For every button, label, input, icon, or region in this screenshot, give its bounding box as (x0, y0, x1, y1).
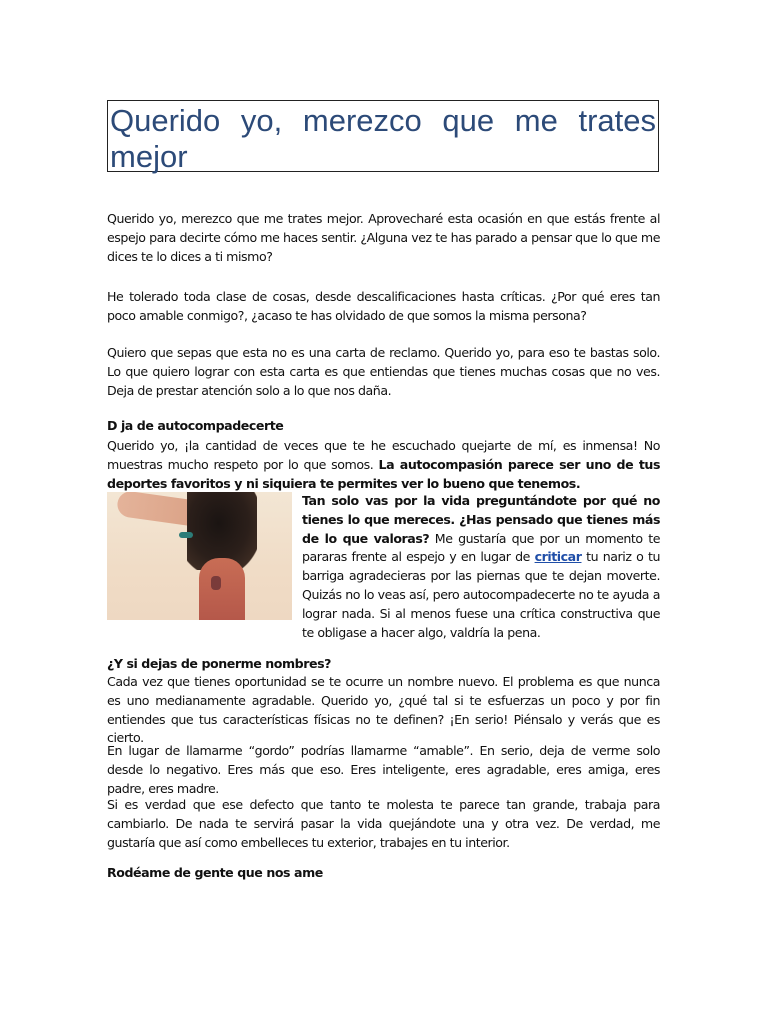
paragraph-4-bold: La autocompasión parece ser uno de tus deportes favoritos y ni siquiera te permites ver lo bueno que tenemos. (107, 456, 660, 491)
paragraph-5-bold: Tan solo vas por la vida preguntándote por qué no tienes lo que mereces. ¿Has pensado que tienes más de lo que valoras? (302, 493, 660, 546)
photo-tattoo (211, 576, 221, 590)
section-heading-gente: Rodéame de gente que nos ame (107, 865, 323, 880)
paragraph-7: En lugar de llamarme “gordo” podrías llamarme “amable”. En serio, deja de verme solo desde lo negativo. Eres más que eso. Eres inteligente, eres agradable, eres amiga, eres padre, eres madre. (107, 743, 660, 796)
criticar-link[interactable]: criticar (534, 549, 582, 565)
paragraph-4 (107, 437, 660, 493)
paragraph-3: Quiero que sepas que esta no es una carta de reclamo. Querido yo, para eso te bastas solo. Lo que quiero lograr con esta carta es que entiendas que tienes muchas cosas que no ves. Deja de prestar atención solo a lo que nos daña. (107, 345, 660, 398)
paragraph-5-text-b: tu nariz o tu barriga agradecieras por las piernas que te dejan moverte. Quizás no lo veas así, pero autocompadecerte no te ayuda a lograr nada. Si al menos fuese una crítica constructiva que te obligase a hacer algo, valdría la pena. (302, 549, 660, 640)
document-title: Querido yo, merezco que me trates mejor (110, 103, 656, 174)
paragraph-6: Cada vez que tienes oportunidad se te ocurre un nombre nuevo. El problema es que nunca es uno medianamente agradable. Querido yo, ¿qué tal si te esfuerzas un poco y por fin entiendes que tus características físicas no te definen? ¡En serio! Piénsalo y verás que es cierto. (107, 674, 660, 746)
photo-neck (199, 558, 245, 620)
paragraph-4-text: Querido yo, ¡la cantidad de veces que te he escuchado quejarte de mí, es inmensa! No muestras mucho respeto por lo que somos. (107, 438, 660, 472)
paragraph-2: He tolerado toda clase de cosas, desde descalificaciones hasta críticas. ¿Por qué eres tan poco amable conmigo?, ¿acaso te has olvidado de que somos la misma persona? (107, 289, 660, 323)
paragraph-1: Querido yo, merezco que me trates mejor. Aprovecharé esta ocasión en que estás frente al espejo para decirte cómo me haces sentir. ¿Alguna vez te has parado a pensar que lo que me dices te lo dices a ti mismo? (107, 211, 660, 264)
title-box (107, 100, 659, 172)
section-heading-nombres: ¿Y si dejas de ponerme nombres? (107, 656, 331, 671)
photo-nails (179, 532, 193, 538)
photo-woman-hair (107, 492, 292, 620)
paragraph-8: Si es verdad que ese defecto que tanto te molesta te parece tan grande, trabaja para cambiarlo. De nada te servirá pasar la vida quejándote una y otra vez. De verdad, me gustaría que así como embelleces tu exterior, trabajes en tu interior. (107, 797, 660, 850)
section-heading-autocompadecerte: D ja de autocompadecerte (107, 418, 284, 433)
paragraph-5-with-image (107, 492, 660, 642)
paragraph-5-text-a: Me gustaría que por un momento te pararas frente al espejo y en lugar de (302, 530, 660, 565)
